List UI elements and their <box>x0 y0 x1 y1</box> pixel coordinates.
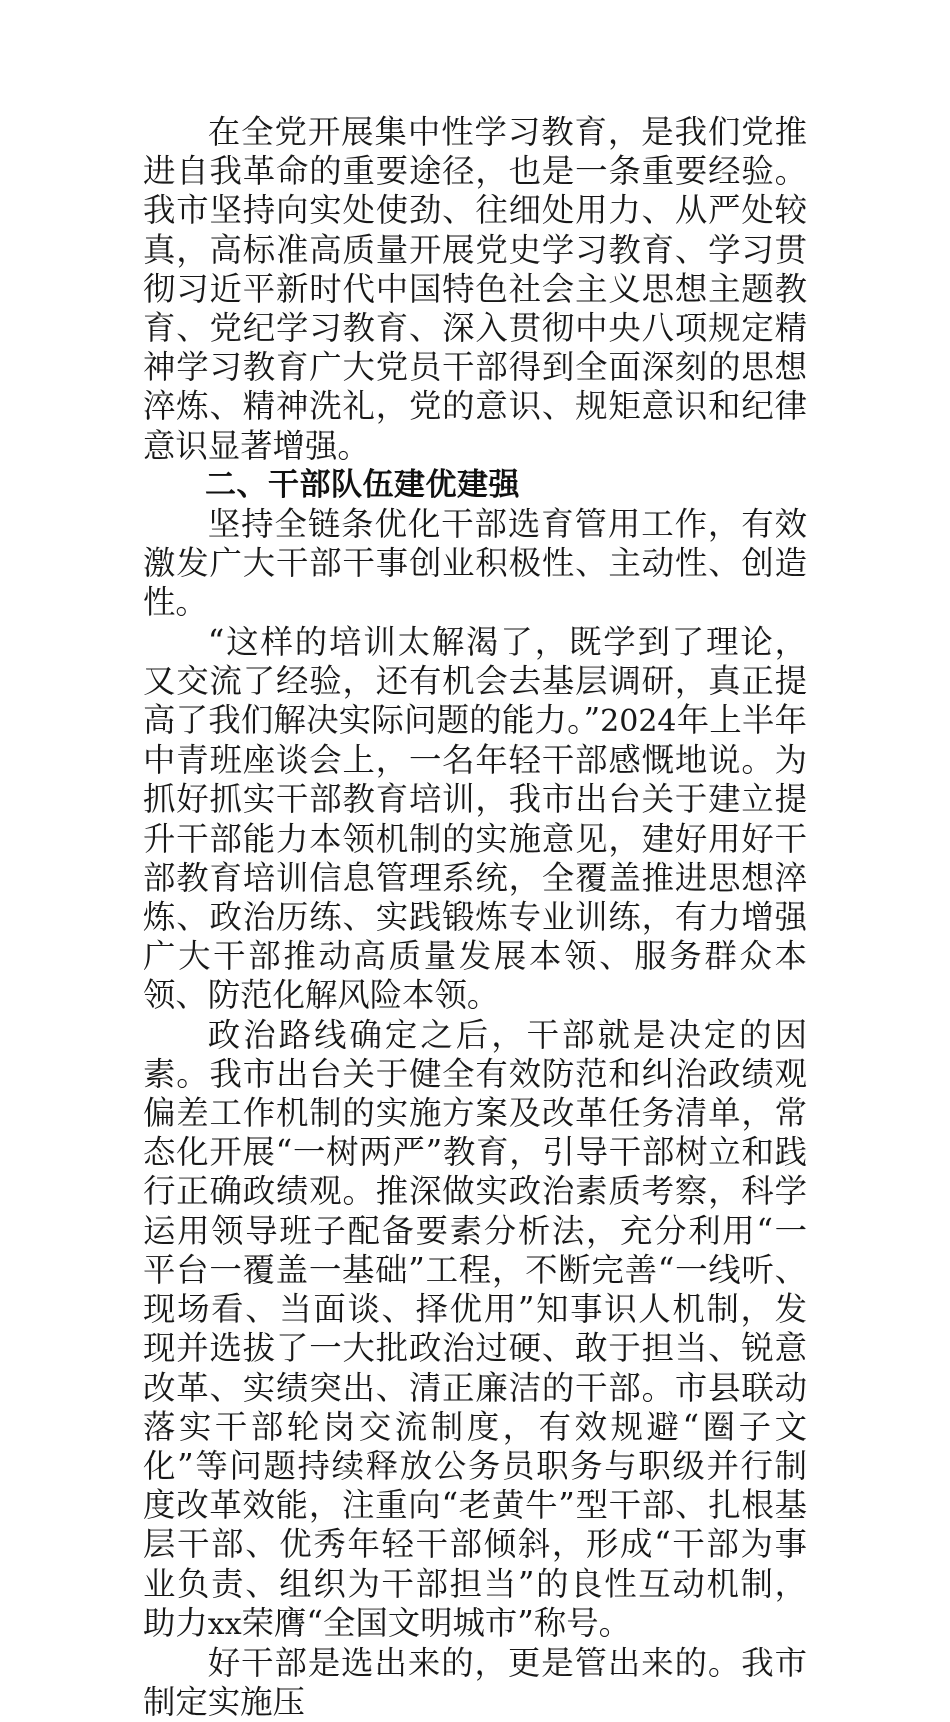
political-text-after: 荣膺“全国文明城市”称号。 <box>241 1603 632 1642</box>
paragraph-training-quote <box>143 623 807 1016</box>
paragraph-intro: 在全党开展集中性学习教育，是我们党推进自我革命的重要途径，也是一条重要经验。我市坚持向实处使劲、往细处用力、从严处较真，高标准高质量开展党史学习教育、学习贯彻习近平新时代中国特色社会主义思想主题教育、党纪学习教育、深入贯彻中央八项规定精神学习教育广大党员干部得到全面深刻的思想淬炼、精神洗礼，党的意识、规矩意识和纪律意识显著增强。 <box>143 113 807 465</box>
year-number: 2024 <box>600 704 677 740</box>
document-body <box>143 113 807 1722</box>
section-heading-2: 二、干部队伍建优建强 <box>205 466 520 503</box>
city-placeholder: xx <box>207 1606 242 1642</box>
quote-text-after: 年上半年中青班座谈会上，一名年轻干部感慨地说。为抓好抓实干部教育培训，我市出台关于建立提升干部能力本领机制的实施意见，建好用好干部教育培训信息管理系统，全覆盖推进思想淬炼、政治历练、实践锻炼专业训练，有力增强广大干部推动高质量发展本领、服务群众本领、防范化解风险本领。 <box>143 701 808 1015</box>
paragraph-good-cadre: 好干部是选出来的，更是管出来的。我市制定实施压 <box>143 1643 807 1722</box>
paragraph-cadre-optimization: 坚持全链条优化干部选育管用工作，有效激发广大干部干事创业积极性、主动性、创造性。 <box>143 505 807 622</box>
quote-text-before: “这样的培训太解渴了，既学到了理论，又交流了经验，还有机会去基层调研，真正提高了我们解决实际问题的能力。” <box>143 622 807 740</box>
paragraph-political-line <box>143 1016 807 1644</box>
political-text-before: 政治路线确定之后，干部就是决定的因素。我市出台关于健全有效防范和纠治政绩观偏差工作机制的实施方案及改革任务清单，常态化开展“一树两严”教育，引导干部树立和践行正确政绩观。推深做实政治素质考察，科学运用领导班子配备要素分析法，充分利用“一平台一覆盖一基础”工程，不断完善“一线听、现场看、当面谈、择优用”知事识人机制，发现并选拔了一大批政治过硬、敢于担当、锐意改革、实绩突出、清正廉洁的干部。市县联动落实干部轮岗交流制度，有效规避“圈子文化”等问题持续释放公务员职务与职级并行制度改革效能，注重向“老黄牛”型干部、扎根基层干部、优秀年轻干部倾斜，形成“干部为事业负责、组织为干部担当”的良性互动机制，助力 <box>143 1015 807 1642</box>
